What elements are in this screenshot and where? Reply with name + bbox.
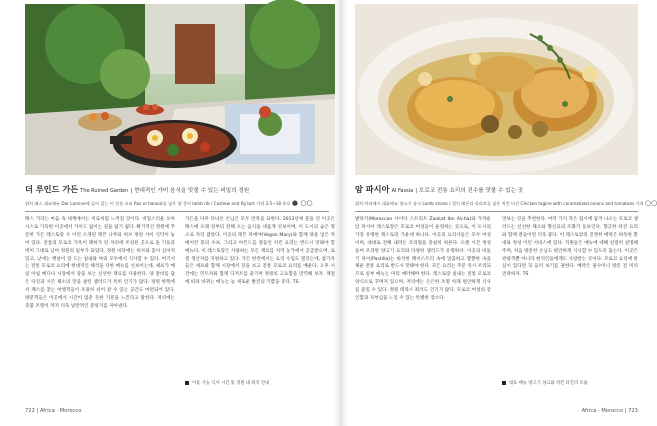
info-text: 위치 페스 대표메뉴 Dar Lamine에 들어 있는 이 전통 요리 Ras el hanout를 넣은 양 갈비 lamb rib / Cashew and fig tart 가격 3.5~18 유로 (25, 201, 291, 206)
photo-caption (185, 380, 269, 386)
body-column-2: 가든을 다루 다녀온 손님은 모두 만족을 표한다. 2013년에 문을 연 이곳은 페스에 오래 전부터 전해 오는 음식을 새롭게 선보이며, 이 도시의 숨은 명소로 자리 잡았다. 이곳의 레몬 파에야(Vegan Mary)와 함께 양을 넣은 자메이칸 풍의 수프, 그리고 아몬드를 곁들인 치킨 요리는 반드시 맛봐야 할 메뉴다. 이 레스토랑은 사용하는 모든 재료를 지역 농가에서 공급받으며, 로컬 생산자를 지원하고 있다. 가든 한켠에서는 요리 수업도 열리는데, 참가자들은 셰프와 함께 시장에서 장을 보고 전통 모로코 요리를 배운다. 오후 시간에는 민트차와 함께 디저트를 즐기며 정원의 고요함을 만끽해 보자. 계절에 따라 바뀌는 메뉴는 늘 새로운 발견의 기쁨을 준다. TS (185, 217, 335, 286)
divider (25, 211, 329, 212)
restaurant-info (25, 198, 329, 208)
page-footer: 722 | Africa · Morocco (25, 408, 82, 414)
restaurant-heading (355, 183, 638, 195)
body-columns (355, 216, 638, 396)
body-columns (25, 216, 335, 396)
restaurant-info (355, 198, 657, 208)
restaurant-name-ko: 암 파시아 (355, 184, 390, 194)
page-gutter (334, 0, 348, 426)
restaurant-heading (25, 183, 329, 195)
restaurant-tagline: | 모로코 전통 요리의 진수를 맛볼 수 있는 곳 (415, 188, 524, 194)
restaurant-name-en: The Ruined Garden (80, 188, 129, 194)
page-footer: Africa · Morocco | 723 (581, 408, 638, 414)
restaurant-name-en: Al Fassia (391, 188, 414, 194)
right-page (355, 0, 657, 426)
price-rating: ● ○○ (291, 199, 313, 207)
info-text: 위치 마라케시 대표메뉴 양고기 샹크 Lamb shank / 절인 레몬과 올리브를 넣은 치킨 타진 Chicken tagine with caramelized onions and tomatoes 가격 (355, 201, 644, 206)
price-rating: ○○ (645, 199, 657, 207)
caption-text: 대표 메뉴 양고기 샹크와 치킨 타진의 모습 (509, 381, 588, 386)
caption-marker (185, 381, 189, 385)
divider (355, 211, 638, 212)
body-column-1: 페스 거리는 마음 속 세계에서는 미로처럼 느껴질 것이다. 비밀스러운 오아시스로 가득한 이곳에서 가이드 없이는 길을 잃기 쉽다. 확기적인 정원에 푸릇한 가든 레스토랑 수 이런 소개된 레몬 나무와 허브 정원 사이 식탁이 놓여 있다. 전통의 모로코 가옥이 폐허가 된 자리에 조성된 곳으로 돌 기둥과 벽이 그대로 남아 정원의 일부가 되었다. 정원 바닥에는 허브와 꽃이 심어져 있고, 낮에는 햇살이 잘 드는 실내와 야외 모두에서 식사할 수 있다. 여기서는 전통 모로코 요리에 현대적인 해석을 더한 메뉴를 선보이는데, 셰프가 매일 아침 메디나 시장에서 장을 보는 신선한 재료를 사용한다. 양 갈비를 담은 타진과 시즌 채소의 맛을 살린 샐러드가 특히 인기가 많다. 정원 한쪽에서 페스를 찾는 여행객들이 조용히 쉬어 갈 수 있는 공간도 마련되어 있다. 방문객들은 이곳에서 시간이 멈춘 듯한 기분을 느낀다고 말한다. 저녁에는 촛불 조명이 켜져 더욱 낭만적인 분위기를 자아낸다. (25, 217, 175, 309)
body-column-1: 발라키(Moroccan 사이다 스트리트 Zankat Ibn Aicha)와 가까운 암 파시아 레스토랑은 모로코 여성들이 운영하는 곳으로, 이 도시의 가장 유명한 레스토랑 가운데 하나다. 이곳의 요리사들은 모두 여성이며, 대대로 전해 내려온 조리법을 충실히 따른다. 오랜 시간 정성 들여 조리한 양고기 요리와 다양한 샐러드가 유명하다. 이곳의 비둘기 파이(Pastilla)는 바삭한 페이스트리 속에 달콤하고 짭짤한 속을 채운 전통 요리로 반드시 맛봐야 한다. 모든 요리는 주문 즉시 조리되므로 일부 메뉴는 미리 예약해야 한다. 레스토랑 실내는 전통 모로코 양식으로 꾸며져 있으며, 저녁에는 은은한 조명 아래 편안하게 식사를 즐길 수 있다. 정원 테라스 좌석도 인기가 많다. 모로코 여성의 강인함과 자부심을 느낄 수 있는 특별한 장소다. (355, 217, 491, 302)
restaurant-name-ko: 더 루인드 가든 (25, 184, 79, 194)
caption-text: 이용 가능 식사 시간 및 정원 내 좌석 안내 (192, 381, 270, 386)
photo-caption (502, 380, 588, 386)
body-column-2: 맛보는 것을 추천한다. 여러 가지 작은 접시에 담겨 나오는 모로코 샐러드는 신선한 채소와 향신료의 조화가 돋보인다. 향긋한 타진 요리와 함께 곁들이면 더욱 좋다. 이 레스토랑의 진정한 매력은 따뜻한 환대와 정성 어린 서비스에 있다. 직원들은 메뉴에 대해 친절히 설명해 주며, 처음 방문한 손님도 편안하게 식사할 수 있도록 돕는다. 이곳은 관광객뿐 아니라 현지인들에게도 사랑받는 곳이다. 모로코 요리에 관심이 있다면 꼭 들러 보기를 권한다. 예약은 필수이니 방문 전 미리 연락하자. TS (502, 217, 638, 278)
restaurant-tagline: | 현대적인 가미 음식을 맛볼 수 있는 비밀의 정원 (130, 188, 250, 194)
left-page (13, 0, 335, 426)
garden-photo (25, 4, 335, 175)
tagine-photo (355, 4, 638, 175)
caption-marker (502, 381, 506, 385)
